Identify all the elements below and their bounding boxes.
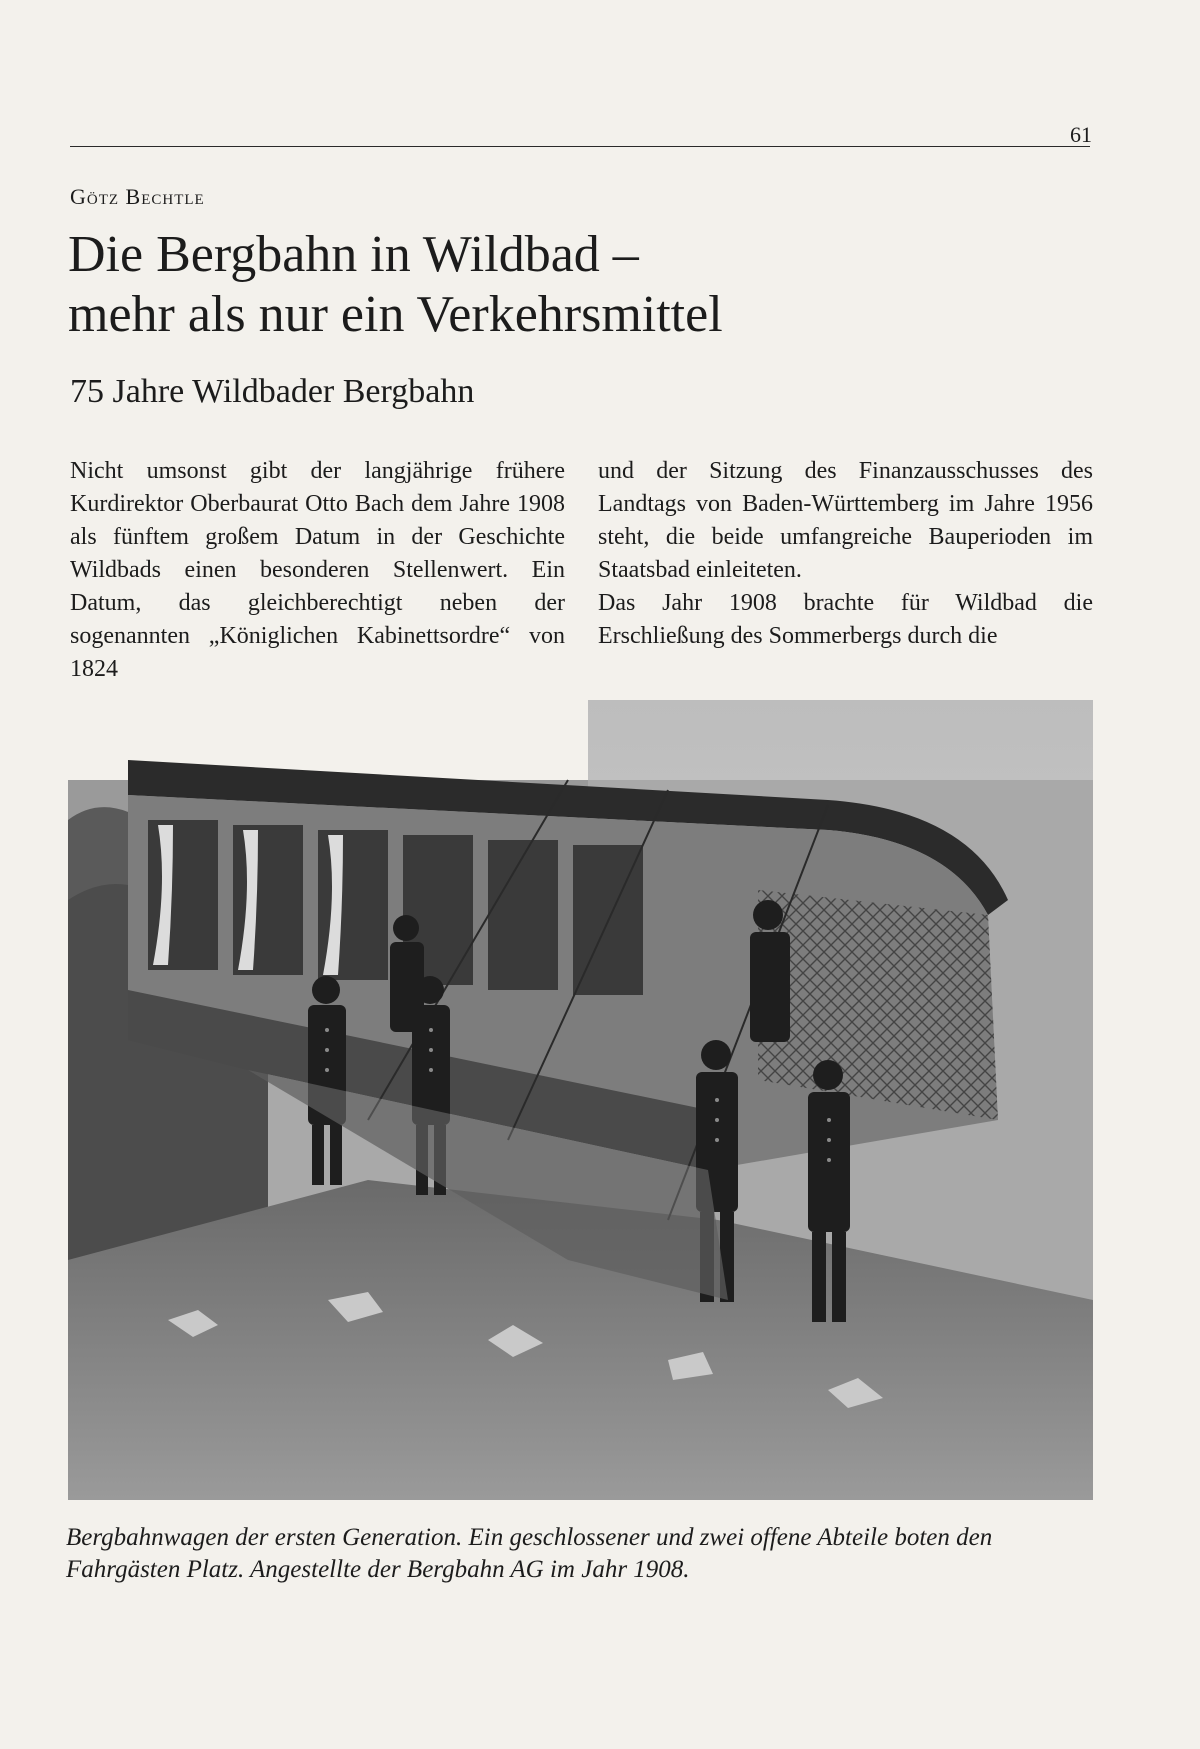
text-column-right (598, 455, 1093, 653)
author-name: Götz Bechtle (70, 184, 205, 209)
header-rule (70, 146, 1090, 147)
title-line-2: mehr als nur ein Verkehrsmittel (68, 286, 723, 343)
paragraph-left: Nicht umsonst gibt der langjährige frühere Kurdirektor Oberbaurat Otto Bach dem Jahre 1908 als fünftem großem Datum in der Geschichte Wildbads einen besonderen Stellenwert. Ein Datum, das gleichberechtigt neben der sogenannten „Königlichen Kabinettsordre“ von 1824 (70, 458, 565, 682)
page-number: 61 (1070, 122, 1092, 147)
paragraph-right-1: und der Sitzung des Finanzausschusses des Landtags von Baden-Württemberg im Jahre 1956 steht, die beide umfangreiche Bauperioden im Staatsbad einleiteten. (598, 458, 1093, 583)
funicular-photo (68, 700, 1093, 1500)
article-title (68, 225, 868, 345)
paragraph-right-2: Das Jahr 1908 brachte für Wildbad die Erschließung des Sommerbergs durch die (598, 590, 1093, 649)
article-subtitle: 75 Jahre Wildbader Bergbahn (70, 373, 475, 410)
title-line-1: Die Bergbahn in Wildbad – (68, 226, 639, 283)
text-column-left (70, 455, 565, 686)
photo-caption: Bergbahnwagen der ersten Generation. Ein geschlossener und zwei offene Abteile boten den Fahrgästen Platz. Angestellte der Bergbahn AG im Jahr 1908. (66, 1524, 993, 1583)
